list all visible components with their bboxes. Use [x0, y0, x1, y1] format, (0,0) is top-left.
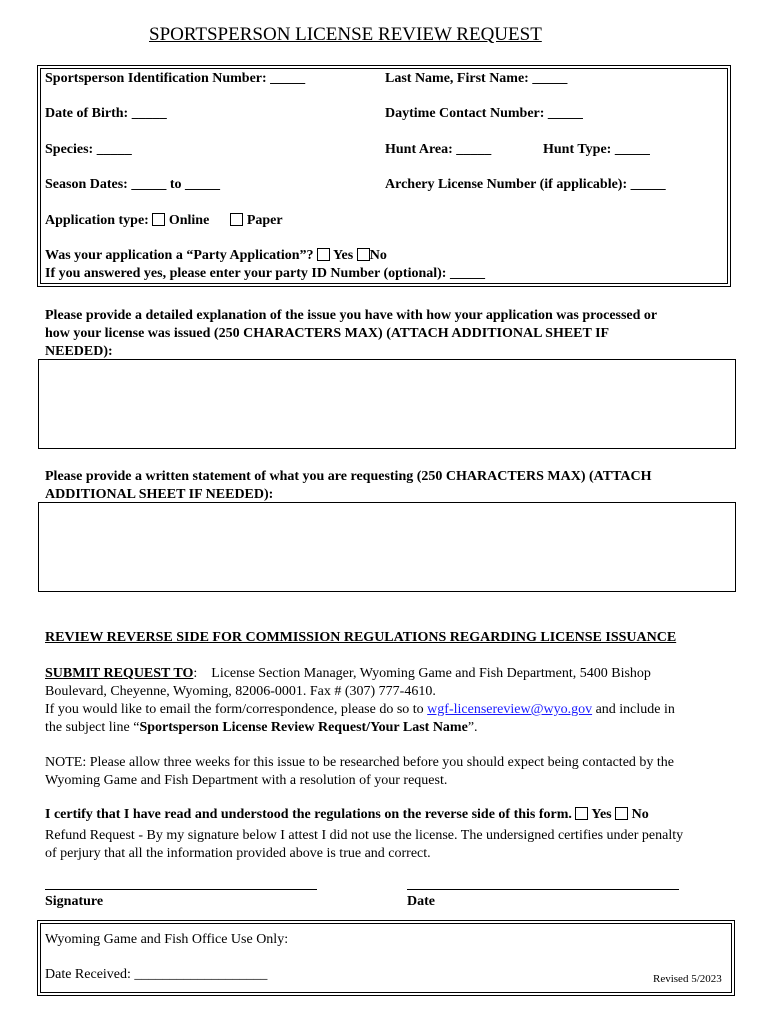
date-received-field[interactable]: Date Received: ___________________ [45, 967, 268, 982]
statement-prompt [45, 468, 651, 504]
phone-field[interactable]: Daytime Contact Number: _____ [385, 106, 583, 121]
explanation-prompt [45, 307, 657, 361]
season-dates-field[interactable]: Season Dates: _____ to _____ [45, 177, 220, 192]
note-line: Wyoming Game and Fish Department with a resolution of your request. [45, 773, 448, 788]
explanation-line: Please provide a detailed explanation of the issue you have with how your application was processed or [45, 308, 658, 323]
explanation-line: how your license was issued (250 CHARACTERS MAX) (ATTACH ADDITIONAL SHEET IF [45, 326, 610, 341]
refund-line: Refund Request - By my signature below I attest I did not use the license. The undersigned certifies under penalty [45, 828, 684, 843]
party-question-row [45, 248, 387, 264]
email-link[interactable]: wgf-licensereview@wyo.gov [427, 702, 593, 717]
hunt-type-field[interactable]: Hunt Type: _____ [543, 142, 650, 157]
species-field[interactable]: Species: _____ [45, 142, 132, 157]
party-yes-checkbox[interactable] [317, 248, 330, 261]
name-field[interactable]: Last Name, First Name: _____ [385, 71, 568, 86]
review-reverse-heading: REVIEW REVERSE SIDE FOR COMMISSION REGULATIONS REGARDING LICENSE ISSUANCE [45, 630, 677, 645]
signature-label: Signature [45, 894, 104, 909]
form-title: SPORTSPERSON LICENSE REVIEW REQUEST [149, 24, 542, 45]
email-instruction-end: and include in [592, 702, 675, 717]
subject-line-post: ”. [467, 720, 478, 735]
archery-license-field[interactable]: Archery License Number (if applicable): _____ [385, 177, 666, 192]
note-line: NOTE: Please allow three weeks for this issue to be researched before you should expect being contacted by the [45, 755, 675, 770]
email-instruction: If you would like to email the form/correspondence, please do so to [45, 702, 428, 717]
online-checkbox[interactable] [152, 213, 165, 226]
revision-note: Revised 5/2023 [653, 973, 722, 985]
statement-line: ADDITIONAL SHEET IF NEEDED): [45, 487, 274, 502]
paper-label: Paper [246, 213, 283, 228]
certify-yes-label: Yes [591, 807, 612, 822]
certify-no-label: No [631, 807, 649, 822]
explanation-line: NEEDED): [45, 344, 113, 359]
office-use-heading: Wyoming Game and Fish Office Use Only: [45, 932, 289, 947]
refund-line: of perjury that all the information provided above is true and correct. [45, 846, 431, 861]
party-id-field[interactable]: If you answered yes, please enter your party ID Number (optional): _____ [45, 266, 485, 281]
certify-no-checkbox[interactable] [615, 807, 628, 820]
certify-text: I certify that I have read and understood the regulations on the reverse side of this form. [45, 807, 572, 822]
note-section [45, 754, 674, 790]
paper-checkbox[interactable] [230, 213, 243, 226]
online-label: Online [168, 213, 210, 228]
subject-line-text: Sportsperson License Review Request/Your Last Name [139, 720, 468, 735]
submit-address-2: Boulevard, Cheyenne, Wyoming, 82006-0001. Fax # (307) 777-4610. [45, 684, 436, 699]
statement-textarea[interactable] [38, 502, 736, 592]
subject-line-pre: the subject line “ [45, 720, 140, 735]
sid-field[interactable]: Sportsperson Identification Number: _____ [45, 71, 306, 86]
refund-section [45, 827, 683, 863]
hunt-area-field[interactable]: Hunt Area: _____ [385, 142, 492, 157]
certify-yes-checkbox[interactable] [575, 807, 588, 820]
explanation-textarea[interactable] [38, 359, 736, 449]
party-question-label: Was your application a “Party Application”? [45, 248, 314, 263]
party-no-checkbox[interactable] [357, 248, 370, 261]
submit-section: SUBMIT REQUEST TO: License Section Manager, Wyoming Game and Fish Department, 5400 Bishop Boulevard, Cheyenne, Wyoming, 82006-0001. Fax # (307) 777-4610. If you would like to email the form/correspondence, please do so to wgf-licensereview@wyo.gov and include in the subject line “Sportsperson License Review Request/Your Last Name”. [45, 666, 675, 735]
submit-address-1: License Section Manager, Wyoming Game and Fish Department, 5400 Bishop [211, 666, 651, 681]
application-type-label: Application type: [45, 213, 149, 228]
party-yes-label: Yes [332, 248, 354, 263]
party-no-label: No [369, 248, 387, 263]
submit-label: SUBMIT REQUEST TO [45, 666, 194, 681]
statement-line: Please provide a written statement of what you are requesting (250 CHARACTERS MAX) (ATTACH [45, 469, 652, 484]
application-type-row [45, 213, 283, 229]
certify-row [45, 807, 649, 823]
date-line[interactable] [407, 889, 679, 890]
date-label: Date [407, 894, 435, 909]
dob-field[interactable]: Date of Birth: _____ [45, 106, 167, 121]
signature-line[interactable] [45, 889, 317, 890]
